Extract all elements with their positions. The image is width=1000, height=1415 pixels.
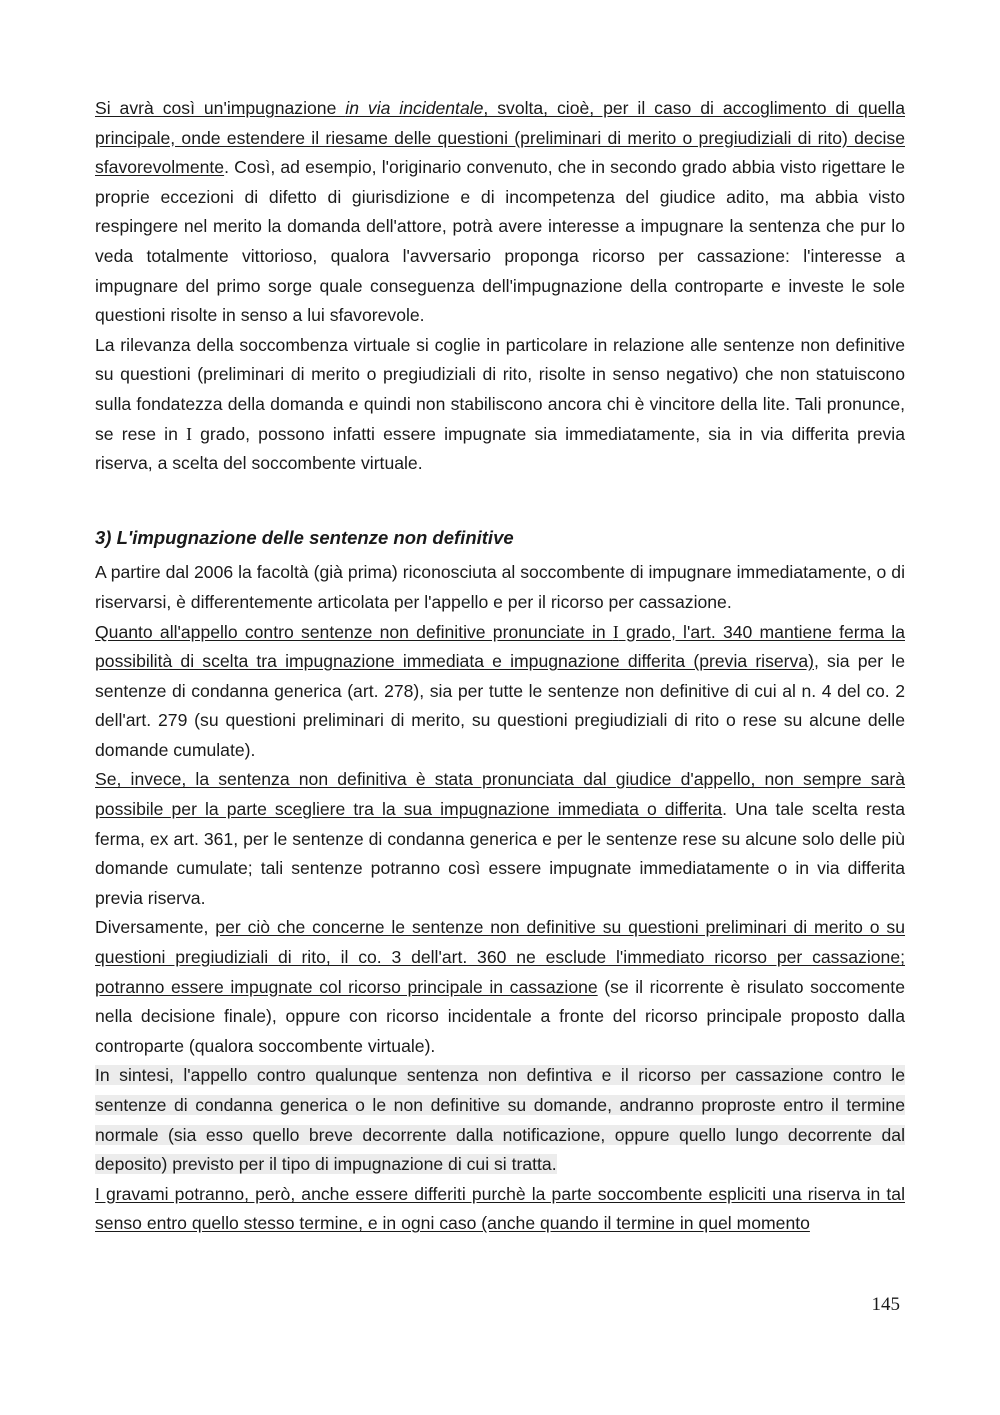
paragraph-appeal-first-degree bbox=[95, 618, 905, 766]
paragraph-virtual-defeat bbox=[95, 331, 905, 479]
roman-numeral: I bbox=[612, 621, 619, 642]
body-text: (se il ricorrente è risulato soccomente nella decisione finale), oppure con ricorso incidentale a fronte del ricorso principale proposto dalla controparte (qualora soccombente virtuale). bbox=[95, 976, 905, 1056]
paragraph-summary bbox=[95, 1061, 905, 1179]
paragraph-cassation bbox=[95, 913, 905, 1061]
underlined-text: grado, l'art. 340 mantiene ferma la possibilità di scelta tra impugnazione immediata e impugnazione differita (previa riserva) bbox=[95, 621, 905, 672]
paragraph-appeal-court bbox=[95, 765, 905, 913]
roman-numeral: I bbox=[186, 423, 192, 444]
body-text: , sia per le sentenze di condanna generica (art. 278), sia per tutte le sentenze non definitive di cui al n. 4 del co. 2 dell'art. 279 (su questioni preliminari di merito, su questioni pregiudiziali di rito o rese su alcune delle domande cumulate). bbox=[95, 651, 905, 760]
underlined-text: I gravami potranno, però, anche essere differiti purchè la parte soccombente espliciti una riserva in tal senso entro quello stesso termine, e in ogni caso (anche quando il termine in quel momento bbox=[95, 1183, 905, 1234]
underlined-text: , svolta, cioè, per il caso di accoglimento di quella principale, onde estendere il riesame delle questioni (preliminari di merito o pregiudiziali di rito) decise sfavorevolmente bbox=[95, 98, 905, 178]
highlighted-text: In sintesi, l'appello contro qualunque sentenza non defintiva e il ricorso per cassazione contro le sentenze di condanna generica o le non definitive su domande, andranno proproste entro il termine normale (sia esso quello breve decorrente dalla notificazione, oppure quello lungo decorrente dal deposito) previsto per il tipo di impugnazione di cui si tratta. bbox=[95, 1065, 905, 1175]
paragraph-deferral bbox=[95, 1180, 905, 1239]
paragraph-incidental-appeal bbox=[95, 94, 905, 331]
document-page bbox=[95, 94, 905, 1239]
body-text: grado, possono infatti essere impugnate sia immediatamente, sia in via differita previa riserva, a scelta del soccombente virtuale. bbox=[95, 423, 905, 474]
underlined-text: Se, invece, la sentenza non definitiva è stata pronunciata dal giudice d'appello, non sempre sarà possibile per la parte scegliere tra la sua impugnazione immediata o differita bbox=[95, 769, 905, 820]
body-text: Diversamente, bbox=[95, 917, 216, 938]
body-text: . Così, ad esempio, l'originario convenuto, che in secondo grado abbia visto rigettare le proprie eccezioni di difetto di giurisdizione e di incompetenza del giudice adito, ma abbia visto respingere nel merito la domanda dell'attore, potrà avere interesse a impugnare la sentenza che pur lo veda totalmente vittorioso, qualora l'avversario proponga ricorso per cassazione: l'interesse a impugnare del primo sorge quale conseguenza dell'impugnazione della controparte e investe le sole questioni risolte in senso a lui sfavorevole. bbox=[95, 157, 905, 326]
body-text: . Una tale scelta resta ferma, ex art. 361, per le sentenze di condanna generica e per le sentenze rese su alcune solo delle più domande cumulate; tali sentenze potranno così essere impugnate immediatamente o in via differita previa riserva. bbox=[95, 799, 905, 908]
section-heading: 3) L'impugnazione delle sentenze non definitive bbox=[95, 526, 514, 548]
paragraph-intro: A partire dal 2006 la facoltà (già prima) riconosciuta al soccombente di impugnare immediatamente, o di riservarsi, è differentemente articolata per l'appello e per il ricorso per cassazione. bbox=[95, 562, 905, 612]
underlined-text: per ciò che concerne le sentenze non definitive su questioni preliminari di merito o su questioni pregiudiziali di rito, il co. 3 dell'art. 360 ne esclude l'immediato ricorso per cassazione; potranno essere impugnate col ricorso principale in cassazione bbox=[95, 917, 906, 997]
italic-term: in via incidentale bbox=[345, 98, 484, 118]
underlined-text: Si avrà così un'impugnazione bbox=[95, 98, 346, 118]
page-number: 145 bbox=[871, 1294, 900, 1315]
body-text: La rilevanza della soccombenza virtuale si coglie in particolare in relazione alle sentenze non definitive su questioni (preliminari di merito o pregiudiziali di rito, risolte in senso negativo) che non statuiscono sulla fondatezza della domanda e quindi non stabiliscono ancora chi è vincitore della lite. Tali pronunce, se rese in bbox=[95, 334, 905, 444]
underlined-text: Quanto all'appello contro sentenze non definitive pronunciate in bbox=[95, 621, 613, 642]
